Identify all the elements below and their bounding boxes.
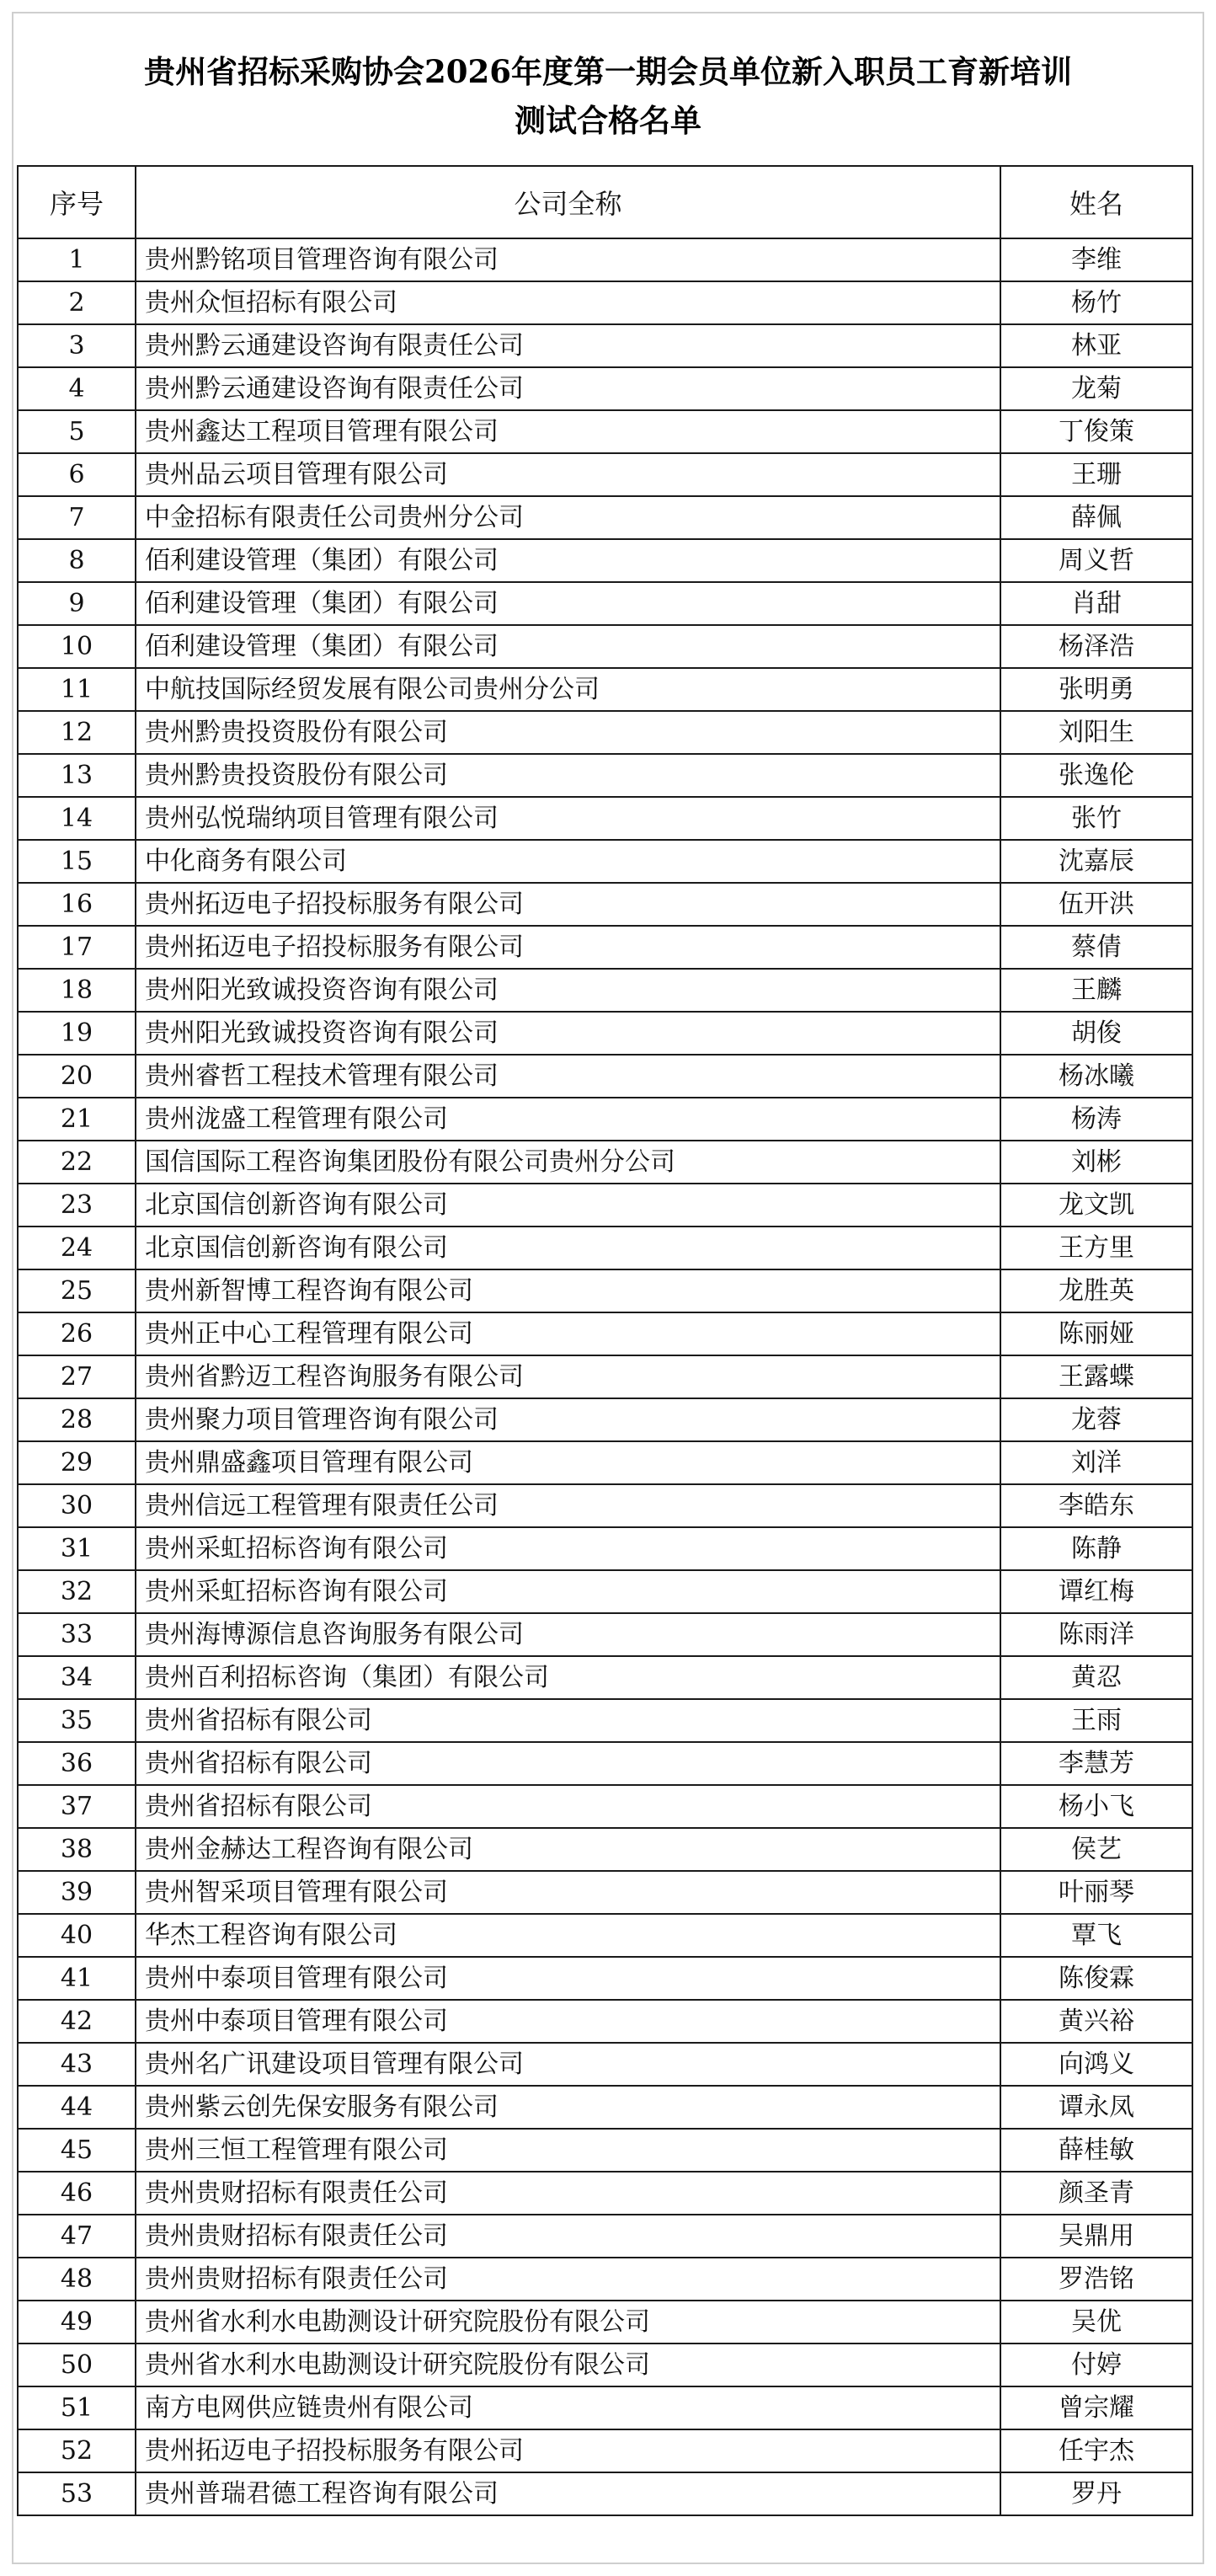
row-company-name: 贵州黔贵投资股份有限公司 [136, 711, 1000, 754]
table-row [18, 238, 1192, 281]
row-serial-number: 37 [18, 1785, 136, 1828]
row-person-name: 黄兴裕 [1000, 2000, 1192, 2043]
row-person-name: 薛桂敏 [1000, 2129, 1192, 2172]
table-row [18, 1355, 1192, 1398]
row-company-name: 贵州众恒招标有限公司 [136, 281, 1000, 324]
table-row [18, 2172, 1192, 2215]
row-person-name: 王露蝶 [1000, 1355, 1192, 1398]
table-row [18, 1184, 1192, 1227]
row-person-name: 陈雨洋 [1000, 1613, 1192, 1656]
qualified-list-table [17, 165, 1193, 2516]
table-row [18, 324, 1192, 367]
row-company-name: 贵州采虹招标咨询有限公司 [136, 1527, 1000, 1570]
row-serial-number: 26 [18, 1312, 136, 1355]
header-serial-number: 序号 [18, 166, 136, 238]
row-serial-number: 49 [18, 2301, 136, 2344]
row-person-name: 付婷 [1000, 2344, 1192, 2386]
document-title [13, 47, 1203, 145]
row-serial-number: 38 [18, 1828, 136, 1871]
table-row [18, 1785, 1192, 1828]
row-person-name: 杨竹 [1000, 281, 1192, 324]
row-company-name: 贵州信远工程管理有限责任公司 [136, 1484, 1000, 1527]
row-company-name: 中金招标有限责任公司贵州分公司 [136, 496, 1000, 539]
row-company-name: 贵州阳光致诚投资咨询有限公司 [136, 969, 1000, 1012]
row-person-name: 王珊 [1000, 453, 1192, 496]
row-serial-number: 39 [18, 1871, 136, 1914]
row-person-name: 叶丽琴 [1000, 1871, 1192, 1914]
row-serial-number: 29 [18, 1441, 136, 1484]
row-company-name: 贵州三恒工程管理有限公司 [136, 2129, 1000, 2172]
row-serial-number: 35 [18, 1699, 136, 1742]
row-serial-number: 45 [18, 2129, 136, 2172]
row-serial-number: 30 [18, 1484, 136, 1527]
row-company-name: 佰利建设管理（集团）有限公司 [136, 582, 1000, 625]
row-company-name: 贵州中泰项目管理有限公司 [136, 1957, 1000, 2000]
row-person-name: 龙蓉 [1000, 1398, 1192, 1441]
row-company-name: 贵州黔云通建设咨询有限责任公司 [136, 367, 1000, 410]
table-row [18, 1269, 1192, 1312]
row-serial-number: 28 [18, 1398, 136, 1441]
row-serial-number: 15 [18, 840, 136, 883]
row-person-name: 杨冰曦 [1000, 1055, 1192, 1098]
row-serial-number: 14 [18, 797, 136, 840]
row-company-name: 贵州普瑞君德工程咨询有限公司 [136, 2472, 1000, 2515]
row-company-name: 贵州拓迈电子招投标服务有限公司 [136, 2429, 1000, 2472]
row-company-name: 贵州省黔迈工程咨询服务有限公司 [136, 1355, 1000, 1398]
row-person-name: 龙胜英 [1000, 1269, 1192, 1312]
row-serial-number: 40 [18, 1914, 136, 1957]
row-person-name: 杨泽浩 [1000, 625, 1192, 668]
table-row [18, 1699, 1192, 1742]
row-serial-number: 5 [18, 410, 136, 453]
row-company-name: 贵州海博源信息咨询服务有限公司 [136, 1613, 1000, 1656]
table-row [18, 453, 1192, 496]
row-person-name: 丁俊策 [1000, 410, 1192, 453]
row-person-name: 陈静 [1000, 1527, 1192, 1570]
table-row [18, 1871, 1192, 1914]
row-company-name: 贵州黔云通建设咨询有限责任公司 [136, 324, 1000, 367]
row-person-name: 李慧芳 [1000, 1742, 1192, 1785]
table-header-row [18, 166, 1192, 238]
table-row [18, 281, 1192, 324]
table-row [18, 2258, 1192, 2301]
title-line-1: 贵州省招标采购协会2026年度第一期会员单位新入职员工育新培训 [144, 53, 1072, 90]
row-person-name: 蔡倩 [1000, 926, 1192, 969]
row-serial-number: 1 [18, 238, 136, 281]
table-row [18, 1312, 1192, 1355]
table-row [18, 2386, 1192, 2429]
row-company-name: 贵州省招标有限公司 [136, 1742, 1000, 1785]
row-company-name: 贵州中泰项目管理有限公司 [136, 2000, 1000, 2043]
row-person-name: 曾宗耀 [1000, 2386, 1192, 2429]
row-serial-number: 11 [18, 668, 136, 711]
row-person-name: 李皓东 [1000, 1484, 1192, 1527]
table-row [18, 1742, 1192, 1785]
table-row [18, 1398, 1192, 1441]
row-company-name: 贵州鼎盛鑫项目管理有限公司 [136, 1441, 1000, 1484]
row-serial-number: 10 [18, 625, 136, 668]
row-company-name: 贵州百利招标咨询（集团）有限公司 [136, 1656, 1000, 1699]
row-company-name: 贵州黔铭项目管理咨询有限公司 [136, 238, 1000, 281]
table-row [18, 367, 1192, 410]
row-company-name: 贵州拓迈电子招投标服务有限公司 [136, 926, 1000, 969]
row-serial-number: 9 [18, 582, 136, 625]
row-company-name: 贵州贵财招标有限责任公司 [136, 2258, 1000, 2301]
row-company-name: 贵州紫云创先保安服务有限公司 [136, 2086, 1000, 2129]
row-serial-number: 7 [18, 496, 136, 539]
row-company-name: 贵州弘悦瑞纳项目管理有限公司 [136, 797, 1000, 840]
table-row [18, 1012, 1192, 1055]
header-company-name: 公司全称 [136, 166, 1000, 238]
table-row [18, 1570, 1192, 1613]
row-person-name: 罗丹 [1000, 2472, 1192, 2515]
row-person-name: 张竹 [1000, 797, 1192, 840]
row-person-name: 杨小飞 [1000, 1785, 1192, 1828]
row-person-name: 林亚 [1000, 324, 1192, 367]
row-serial-number: 4 [18, 367, 136, 410]
row-person-name: 颜圣青 [1000, 2172, 1192, 2215]
table-row [18, 625, 1192, 668]
row-serial-number: 19 [18, 1012, 136, 1055]
row-company-name: 贵州智采项目管理有限公司 [136, 1871, 1000, 1914]
row-serial-number: 34 [18, 1656, 136, 1699]
row-company-name: 北京国信创新咨询有限公司 [136, 1227, 1000, 1269]
row-company-name: 贵州鑫达工程项目管理有限公司 [136, 410, 1000, 453]
row-person-name: 周义哲 [1000, 539, 1192, 582]
row-company-name: 华杰工程咨询有限公司 [136, 1914, 1000, 1957]
row-serial-number: 42 [18, 2000, 136, 2043]
table-row [18, 1227, 1192, 1269]
table-row [18, 2344, 1192, 2386]
row-company-name: 南方电网供应链贵州有限公司 [136, 2386, 1000, 2429]
row-person-name: 侯艺 [1000, 1828, 1192, 1871]
table-row [18, 1957, 1192, 2000]
row-serial-number: 48 [18, 2258, 136, 2301]
row-company-name: 贵州贵财招标有限责任公司 [136, 2172, 1000, 2215]
row-company-name: 北京国信创新咨询有限公司 [136, 1184, 1000, 1227]
table-row [18, 2215, 1192, 2258]
row-company-name: 贵州黔贵投资股份有限公司 [136, 754, 1000, 797]
table-row [18, 883, 1192, 926]
row-serial-number: 44 [18, 2086, 136, 2129]
row-serial-number: 3 [18, 324, 136, 367]
row-serial-number: 13 [18, 754, 136, 797]
table-body [18, 238, 1192, 2515]
row-person-name: 王雨 [1000, 1699, 1192, 1742]
row-person-name: 谭红梅 [1000, 1570, 1192, 1613]
table-row [18, 1055, 1192, 1098]
row-serial-number: 22 [18, 1141, 136, 1184]
row-person-name: 伍开洪 [1000, 883, 1192, 926]
table-row [18, 2301, 1192, 2344]
table-row [18, 668, 1192, 711]
row-person-name: 杨涛 [1000, 1098, 1192, 1141]
table-row [18, 1098, 1192, 1141]
row-company-name: 贵州省招标有限公司 [136, 1785, 1000, 1828]
row-company-name: 中化商务有限公司 [136, 840, 1000, 883]
table-row [18, 2000, 1192, 2043]
table-row [18, 711, 1192, 754]
row-company-name: 佰利建设管理（集团）有限公司 [136, 539, 1000, 582]
row-person-name: 任宇杰 [1000, 2429, 1192, 2472]
row-serial-number: 46 [18, 2172, 136, 2215]
row-person-name: 陈丽娅 [1000, 1312, 1192, 1355]
row-person-name: 黄忍 [1000, 1656, 1192, 1699]
table-row [18, 754, 1192, 797]
row-person-name: 龙文凯 [1000, 1184, 1192, 1227]
row-person-name: 薛佩 [1000, 496, 1192, 539]
table-row [18, 496, 1192, 539]
table-row [18, 2043, 1192, 2086]
row-company-name: 贵州贵财招标有限责任公司 [136, 2215, 1000, 2258]
row-person-name: 王麟 [1000, 969, 1192, 1012]
row-company-name: 贵州拓迈电子招投标服务有限公司 [136, 883, 1000, 926]
row-person-name: 胡俊 [1000, 1012, 1192, 1055]
row-person-name: 张明勇 [1000, 668, 1192, 711]
row-serial-number: 25 [18, 1269, 136, 1312]
row-serial-number: 8 [18, 539, 136, 582]
table-row [18, 1441, 1192, 1484]
row-person-name: 吴鼎用 [1000, 2215, 1192, 2258]
row-company-name: 贵州名广讯建设项目管理有限公司 [136, 2043, 1000, 2086]
row-serial-number: 12 [18, 711, 136, 754]
row-serial-number: 43 [18, 2043, 136, 2086]
row-serial-number: 33 [18, 1613, 136, 1656]
row-serial-number: 53 [18, 2472, 136, 2515]
row-company-name: 中航技国际经贸发展有限公司贵州分公司 [136, 668, 1000, 711]
row-serial-number: 21 [18, 1098, 136, 1141]
row-serial-number: 16 [18, 883, 136, 926]
row-serial-number: 36 [18, 1742, 136, 1785]
row-person-name: 罗浩铭 [1000, 2258, 1192, 2301]
row-person-name: 王方里 [1000, 1227, 1192, 1269]
table-row [18, 582, 1192, 625]
row-person-name: 肖甜 [1000, 582, 1192, 625]
row-person-name: 李维 [1000, 238, 1192, 281]
table-row [18, 840, 1192, 883]
row-person-name: 刘洋 [1000, 1441, 1192, 1484]
row-company-name: 贵州睿哲工程技术管理有限公司 [136, 1055, 1000, 1098]
table-row [18, 926, 1192, 969]
row-company-name: 贵州省招标有限公司 [136, 1699, 1000, 1742]
row-person-name: 谭永凤 [1000, 2086, 1192, 2129]
header-person-name: 姓名 [1000, 166, 1192, 238]
row-person-name: 吴优 [1000, 2301, 1192, 2344]
row-serial-number: 47 [18, 2215, 136, 2258]
row-company-name: 国信国际工程咨询集团股份有限公司贵州分公司 [136, 1141, 1000, 1184]
row-person-name: 龙菊 [1000, 367, 1192, 410]
table-row [18, 1828, 1192, 1871]
table-row [18, 2429, 1192, 2472]
row-person-name: 刘阳生 [1000, 711, 1192, 754]
table-row [18, 410, 1192, 453]
row-person-name: 张逸伦 [1000, 754, 1192, 797]
row-company-name: 贵州聚力项目管理咨询有限公司 [136, 1398, 1000, 1441]
row-serial-number: 41 [18, 1957, 136, 2000]
table-row [18, 797, 1192, 840]
row-company-name: 贵州新智博工程咨询有限公司 [136, 1269, 1000, 1312]
row-serial-number: 20 [18, 1055, 136, 1098]
row-company-name: 贵州正中心工程管理有限公司 [136, 1312, 1000, 1355]
row-company-name: 贵州省水利水电勘测设计研究院股份有限公司 [136, 2301, 1000, 2344]
table-row [18, 1484, 1192, 1527]
row-serial-number: 2 [18, 281, 136, 324]
row-serial-number: 52 [18, 2429, 136, 2472]
row-company-name: 贵州品云项目管理有限公司 [136, 453, 1000, 496]
table-row [18, 1656, 1192, 1699]
row-serial-number: 24 [18, 1227, 136, 1269]
table-row [18, 1141, 1192, 1184]
table-row [18, 539, 1192, 582]
row-company-name: 佰利建设管理（集团）有限公司 [136, 625, 1000, 668]
row-serial-number: 50 [18, 2344, 136, 2386]
row-serial-number: 23 [18, 1184, 136, 1227]
row-person-name: 沈嘉辰 [1000, 840, 1192, 883]
row-company-name: 贵州泷盛工程管理有限公司 [136, 1098, 1000, 1141]
row-person-name: 向鸿义 [1000, 2043, 1192, 2086]
row-person-name: 陈俊霖 [1000, 1957, 1192, 2000]
table-row [18, 1613, 1192, 1656]
table-row [18, 2472, 1192, 2515]
table-row [18, 2086, 1192, 2129]
table-row [18, 1914, 1192, 1957]
row-company-name: 贵州阳光致诚投资咨询有限公司 [136, 1012, 1000, 1055]
row-serial-number: 6 [18, 453, 136, 496]
row-person-name: 刘彬 [1000, 1141, 1192, 1184]
title-line-2: 测试合格名单 [515, 102, 701, 139]
table-row [18, 969, 1192, 1012]
row-company-name: 贵州采虹招标咨询有限公司 [136, 1570, 1000, 1613]
row-company-name: 贵州金赫达工程咨询有限公司 [136, 1828, 1000, 1871]
row-serial-number: 32 [18, 1570, 136, 1613]
row-person-name: 覃飞 [1000, 1914, 1192, 1957]
row-serial-number: 27 [18, 1355, 136, 1398]
table-row [18, 1527, 1192, 1570]
row-serial-number: 17 [18, 926, 136, 969]
row-serial-number: 18 [18, 969, 136, 1012]
table-row [18, 2129, 1192, 2172]
row-company-name: 贵州省水利水电勘测设计研究院股份有限公司 [136, 2344, 1000, 2386]
row-serial-number: 31 [18, 1527, 136, 1570]
row-serial-number: 51 [18, 2386, 136, 2429]
